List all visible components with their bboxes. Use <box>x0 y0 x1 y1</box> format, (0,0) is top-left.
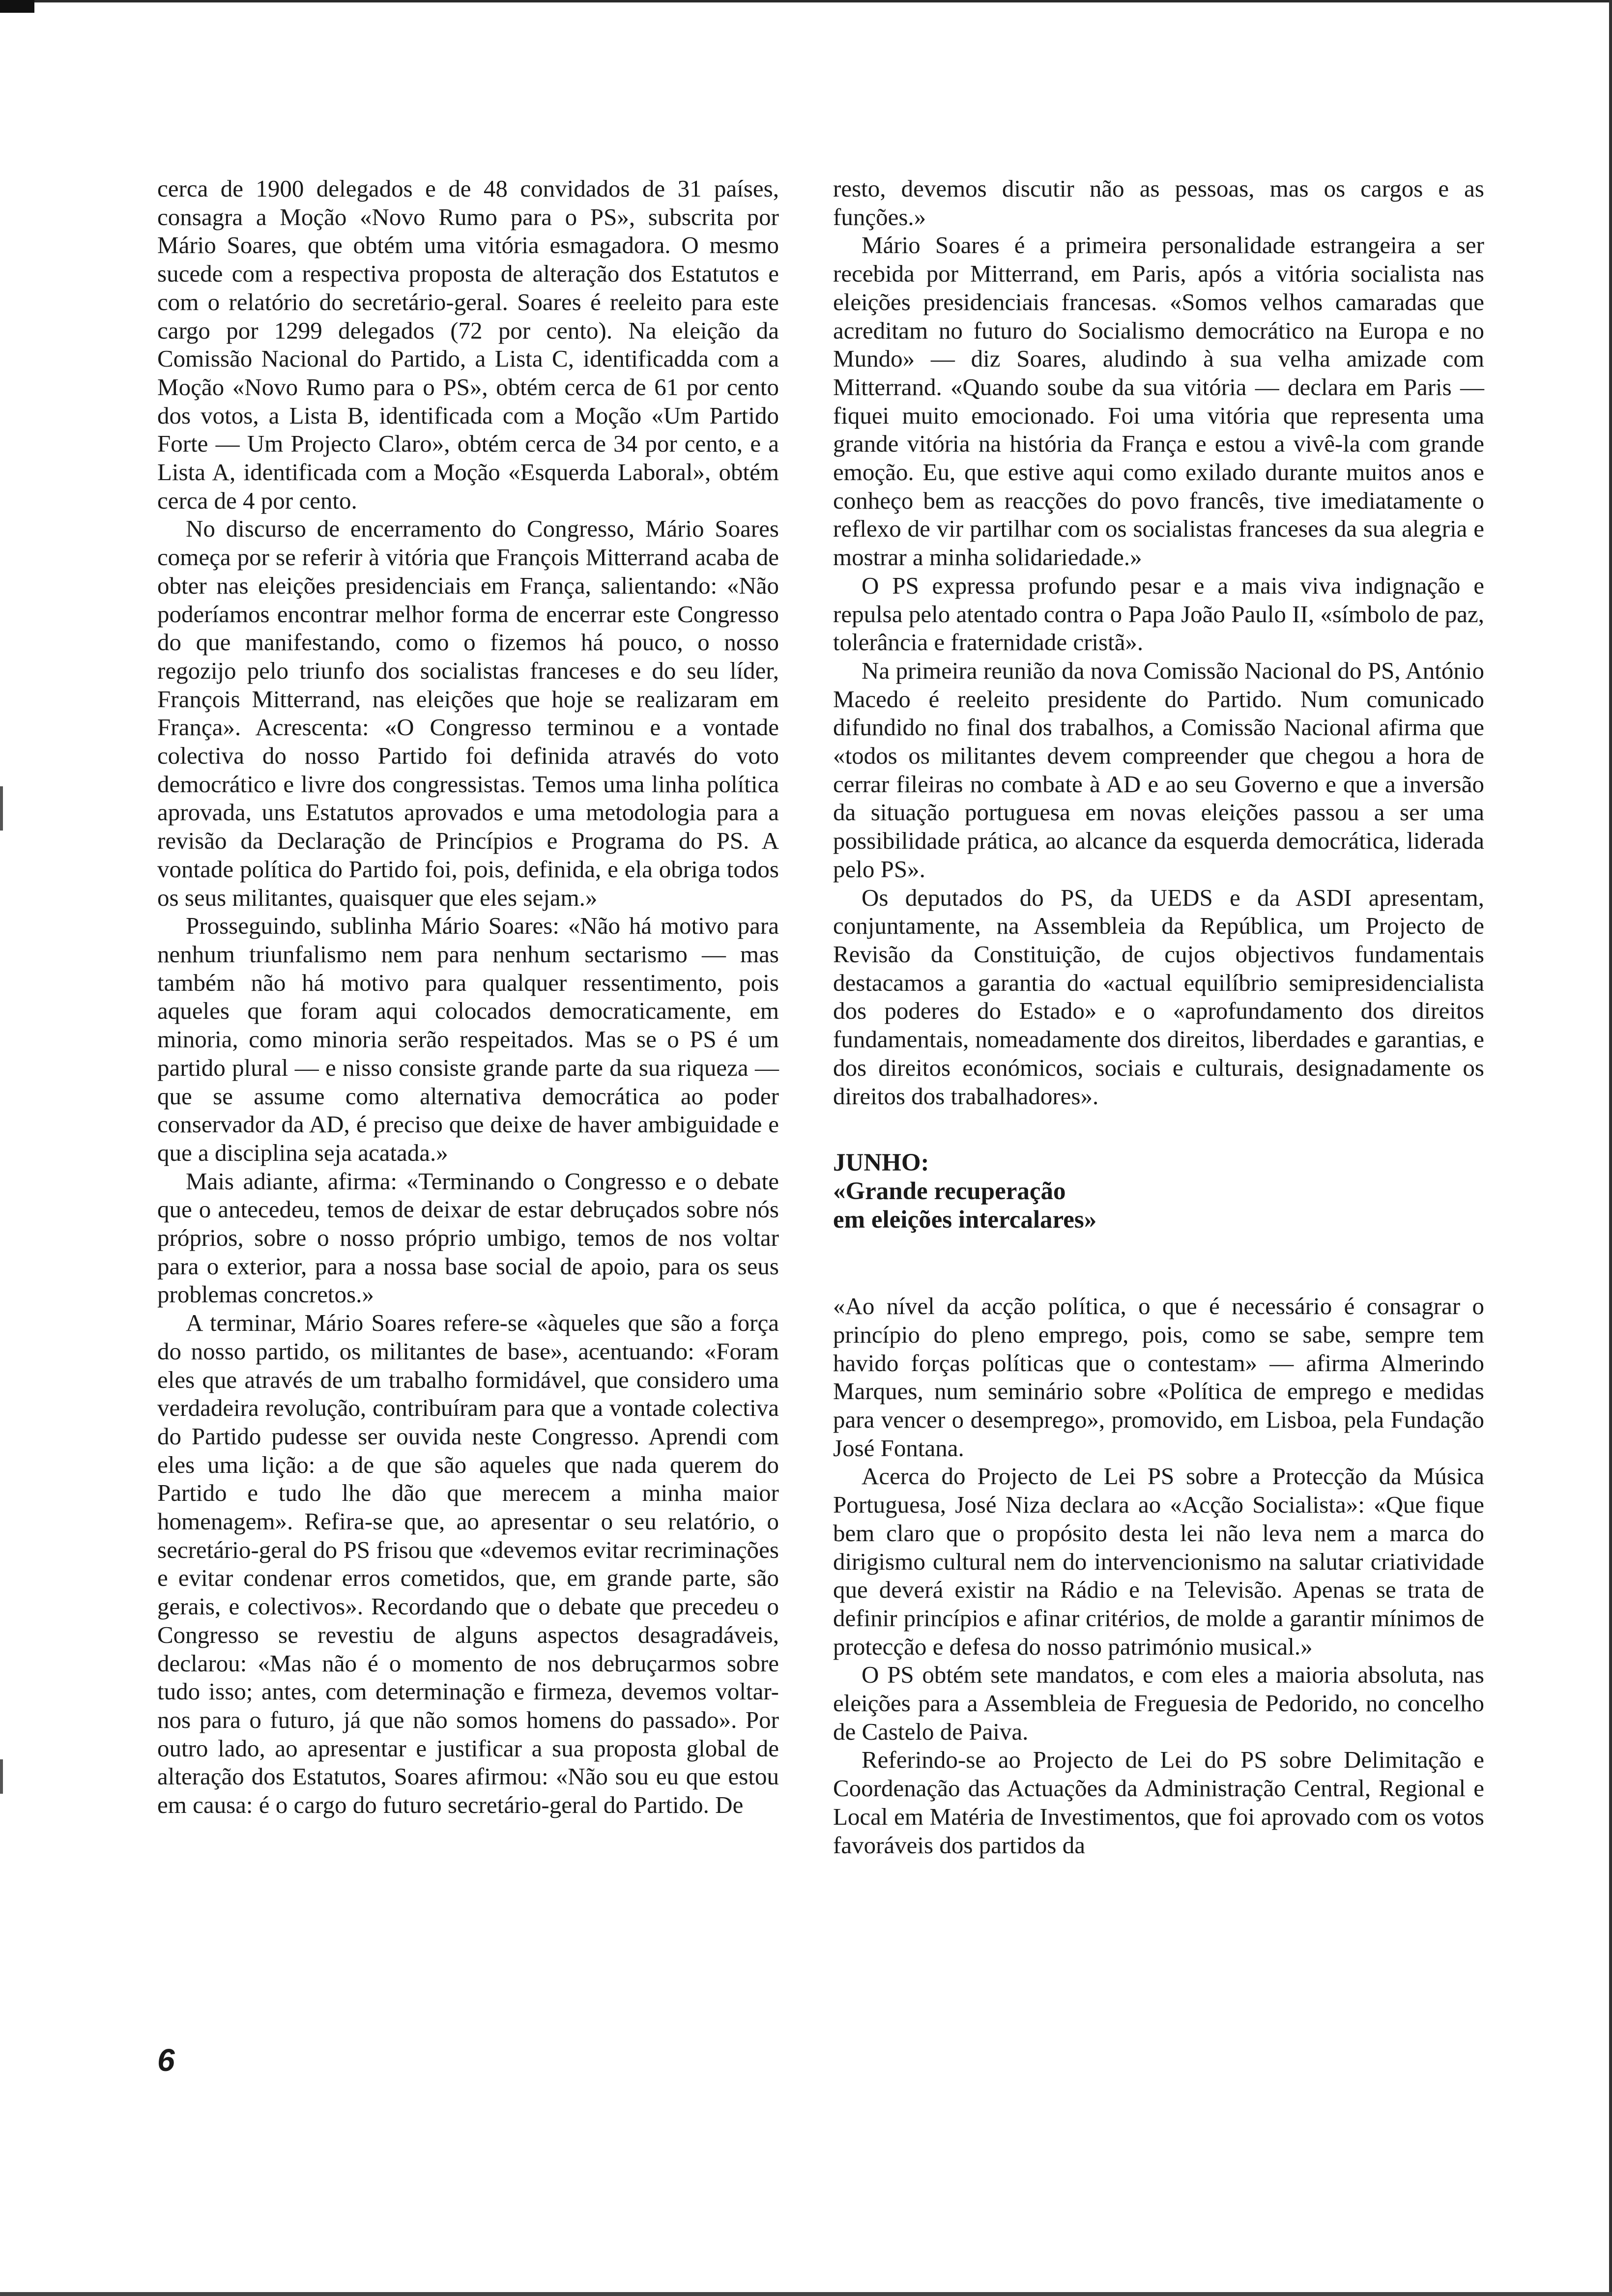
scan-edge-top <box>0 0 1612 2</box>
paragraph: Na primeira reunião da nova Comissão Nacional do PS, António Macedo é reeleito presidente do Partido. Num comunicado difundido no final dos trabalhos, a Comissão Nacional afirma que «todos os militantes devem compreender que chegou a hora de cerrar fileiras no combate à AD e ao seu Governo e que a inversão da situação portuguesa em novas eleições passou a ser uma possibilidade prática, ao alcance da esquerda democrática, liderada pelo PS». <box>833 657 1484 883</box>
paragraph: A terminar, Mário Soares refere-se «àqueles que são a força do nosso partido, os militantes de base», acentuando: «Foram eles que através de um trabalho formidável, que considero uma verdadeira revolução, contribuíram para que a vontade colectiva do Partido pudesse ser ouvida neste Congresso. Aprendi com eles uma lição: a de que são aqueles que nada querem do Partido e tudo lhe dão que merecem a minha maior homenagem». Refira-se que, ao apresentar o seu relatório, o secretário-geral do PS frisou que «devemos evitar recriminações e evitar condenar erros cometidos, que, em grande parte, são gerais, e colectivos». Recordando que o debate que precedeu o Congresso se revestiu de alguns aspectos desagradáveis, declarou: «Mas não é o momento de nos debruçarmos sobre tudo isso; antes, com determinação e firmeza, devemos voltar-nos para o futuro, já que não somos homens do passado». Por outro lado, ao apresentar e justificar a sua proposta global de alteração dos Estatutos, Soares afirmou: «Não sou eu que estou em causa: é o cargo do futuro secretário-geral do Partido. De <box>157 1309 779 1819</box>
paragraph: No discurso de encerramento do Congresso, Mário Soares começa por se referir à vitória que François Mitterrand acaba de obter nas eleições presidenciais em França, salientando: «Não poderíamos encontrar melhor forma de encerrar este Congresso do que manifestando, como o fizemos há pouco, o nosso regozijo pelo triunfo dos socialistas franceses e do seu líder, François Mitterrand, nas eleições que hoje se realizaram em França». Acrescenta: «O Congresso terminou e a vontade colectiva do nosso Partido foi definida através do voto democrático e livre dos congressistas. Temos uma linha política aprovada, uns Estatutos aprovados e uma metodologia para a revisão da Declaração de Princípios e Programa do PS. A vontade política do Partido foi, pois, definida, e ela obriga todos os seus militantes, quaisquer que eles sejam.» <box>157 515 779 911</box>
scan-edge-right <box>1609 0 1612 2296</box>
paragraph: O PS obtém sete mandatos, e com eles a maioria absoluta, nas eleições para a Assembleia de Freguesia de Pedorido, no concelho de Castelo de Paiva. <box>833 1661 1484 1745</box>
paragraph: «Ao nível da acção política, o que é necessário é consagrar o princípio do pleno emprego, pois, como se sabe, sempre tem havido forças políticas que o contestam» — afirma Almerindo Marques, num seminário sobre «Política de emprego e medidas para vencer o desemprego», promovido, em Lisboa, pela Fundação José Fontana. <box>833 1292 1484 1462</box>
section-subtitle: «Grande recuperação <box>833 1177 1066 1205</box>
scan-edge-left-mark <box>0 1759 3 1794</box>
scan-edge-bottom <box>0 2292 1612 2296</box>
section-subtitle: em eleições intercalares» <box>833 1206 1097 1234</box>
left-column <box>157 174 779 1819</box>
paragraph: cerca de 1900 delegados e de 48 convidados de 31 países, consagra a Moção «Novo Rumo para o PS», subscrita por Mário Soares, que obtém uma vitória esmagadora. O mesmo sucede com a respectiva proposta de alteração dos Estatutos e com o relatório do secretário-geral. Soares é reeleito para este cargo por 1299 delegados (72 por cento). Na eleição da Comissão Nacional do Partido, a Lista C, identificadda com a Moção «Novo Rumo para o PS», obtém cerca de 61 por cento dos votos, a Lista B, identificada com a Moção «Um Partido Forte — Um Projecto Claro», obtém cerca de 34 por cento, e a Lista A, identificada com a Moção «Esquerda Laboral», obtém cerca de 4 por cento. <box>157 175 779 514</box>
page-number: 6 <box>157 2042 175 2078</box>
paragraph: O PS expressa profundo pesar e a mais viva indignação e repulsa pelo atentado contra o Papa João Paulo II, «símbolo de paz, tolerância e fraternidade cristã». <box>833 572 1484 656</box>
paragraph: Mário Soares é a primeira personalidade estrangeira a ser recebida por Mitterrand, em Paris, após a vitória socialista nas eleições presidenciais francesas. «Somos velhos camaradas que acreditam no futuro do Socialismo democrático na Europa e no Mundo» — diz Soares, aludindo à sua velha amizade com Mitterrand. «Quando soube da sua vitória — declara em Paris — fiquei muito emocionado. Foi uma vitória que representa uma grande vitória na história da França e estou a vivê-la com grande emoção. Eu, que estive aqui como exilado durante muitos anos e conheço bem as reacções do povo francês, tive imediatamente o reflexo de vir partilhar com os socialistas franceses da sua alegria e mostrar a minha solidariedade.» <box>833 231 1484 571</box>
paragraph: Acerca do Projecto de Lei PS sobre a Protecção da Música Portuguesa, José Niza declara ao «Acção Socialista»: «Que fique bem claro que o propósito desta lei não leva nem a marca do dirigismo cultural nem do intervencionismo na salutar criatividade que deverá existir na Rádio e na Televisão. Apenas se trata de definir princípios e afinar critérios, de molde a garantir mínimos de protecção e defesa do nosso património musical.» <box>833 1463 1484 1660</box>
paragraph: Mais adiante, afirma: «Terminando o Congresso e o debate que o antecedeu, temos de deixar de estar debruçados sobre nós próprios, sobre o nosso próprio umbigo, temos de nos voltar para o exterior, para a nossa base social de apoio, para os seus problemas concretos.» <box>157 1167 779 1308</box>
paragraph: resto, devemos discutir não as pessoas, mas os cargos e as funções.» <box>833 175 1484 230</box>
paragraph: Os deputados do PS, da UEDS e da ASDI apresentam, conjuntamente, na Assembleia da República, um Projecto de Revisão da Constituição, de cujos objectivos fundamentais destacamos a garantia do «actual equilíbrio semipresidencialista dos poderes do Estado» e o «aprofundamento dos direitos fundamentais, nomeadamente dos direitos, liberdades e garantias, e dos direitos económicos, sociais e culturais, designadamente os direitos dos trabalhadores». <box>833 884 1484 1110</box>
section-month: JUNHO: <box>833 1149 929 1177</box>
section-spacer <box>833 1234 1484 1292</box>
paragraph: Prosseguindo, sublinha Mário Soares: «Não há motivo para nenhum triunfalismo nem para nenhum sectarismo — mas também não há motivo para qualquer ressentimento, pois aqueles que foram aqui colocados democraticamente, em minoria, como minoria serão respeitados. Mas se o PS é um partido plural — e nisso consiste grande parte da sua riqueza — que se assume como alternativa democrática ao poder conservador da AD, é preciso que deixe de haver ambiguidade e que a disciplina seja acatada.» <box>157 912 779 1166</box>
right-column <box>833 174 1484 1859</box>
paragraph: Referindo-se ao Projecto de Lei do PS sobre Delimitação e Coordenação das Actuações da Administração Central, Regional e Local em Matéria de Investimentos, que foi aprovado com os votos favoráveis dos partidos da <box>833 1746 1484 1859</box>
section-heading <box>833 1148 1484 1234</box>
scan-edge-notch <box>0 0 34 13</box>
scan-edge-left-mark <box>0 786 3 831</box>
